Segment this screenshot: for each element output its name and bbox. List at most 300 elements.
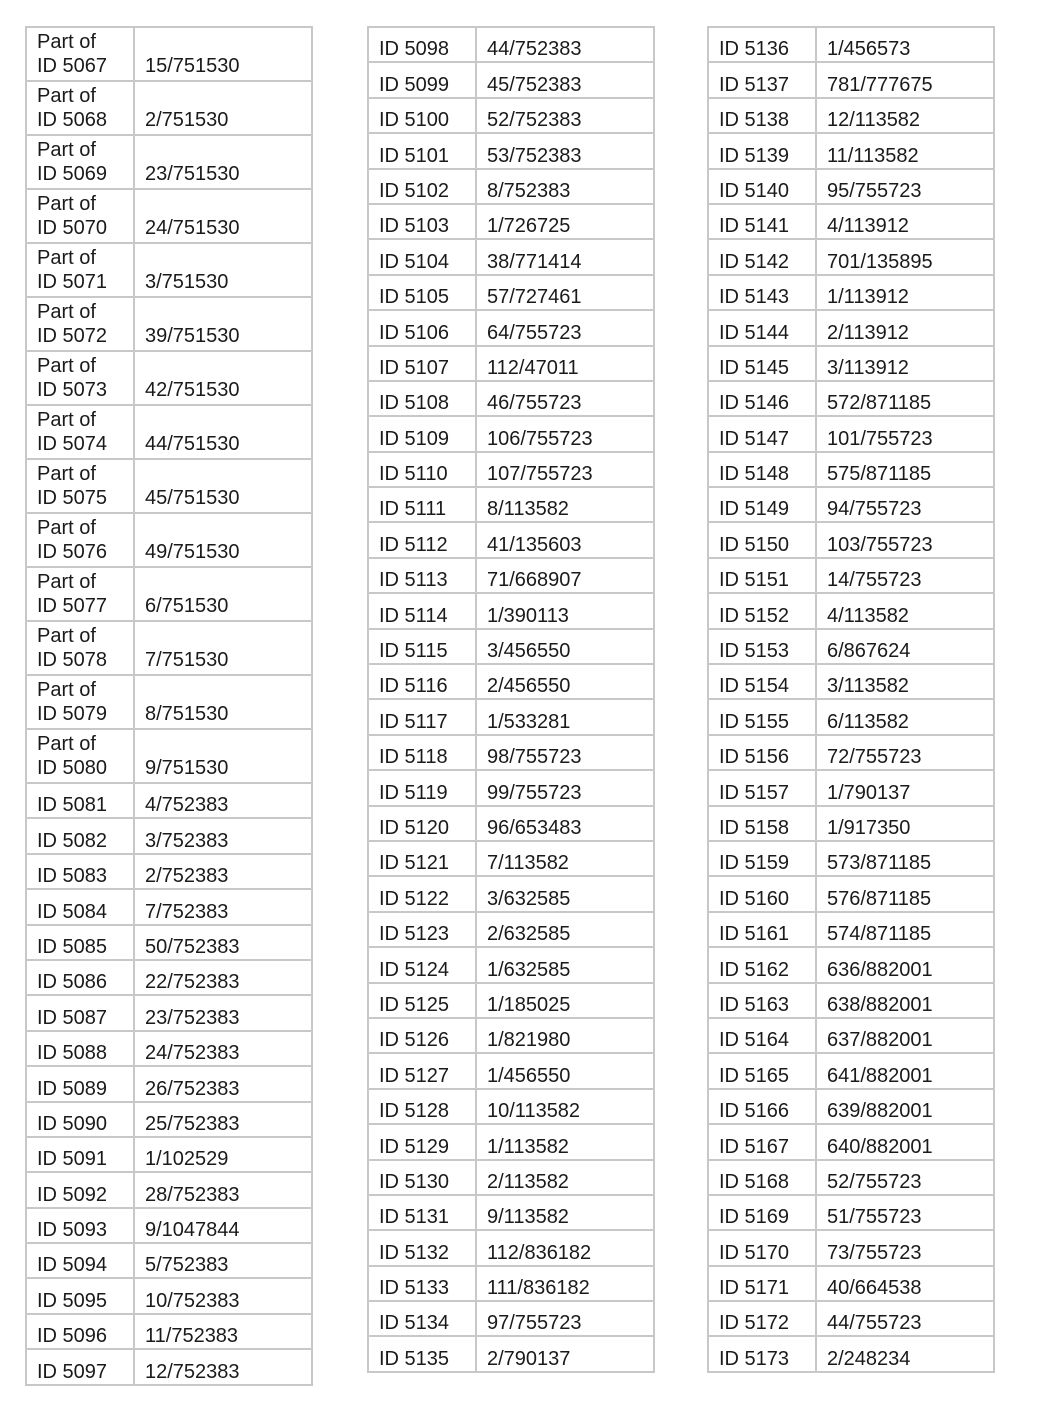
reference-cell: 638/882001 xyxy=(816,983,994,1018)
id-cell xyxy=(368,1266,476,1301)
reference-cell: 94/755723 xyxy=(816,487,994,522)
reference-cell: 40/664538 xyxy=(816,1266,994,1301)
id-cell xyxy=(708,699,816,734)
reference-cell: 8/113582 xyxy=(476,487,654,522)
id-label: Part of ID 5078 xyxy=(37,625,108,671)
table-row xyxy=(708,1053,994,1088)
table-row xyxy=(708,699,994,734)
reference-cell: 24/752383 xyxy=(134,1031,312,1066)
id-label: ID 5115 xyxy=(379,640,448,663)
id-cell xyxy=(368,735,476,770)
id-label: ID 5102 xyxy=(379,179,450,202)
table-row xyxy=(708,558,994,593)
id-label: ID 5159 xyxy=(719,852,790,875)
table-row xyxy=(368,593,654,628)
id-cell xyxy=(368,1018,476,1053)
reference-cell: 636/882001 xyxy=(816,947,994,982)
reference-cell: 95/755723 xyxy=(816,169,994,204)
reference-cell: 14/755723 xyxy=(816,558,994,593)
reference-cell: 575/871185 xyxy=(816,452,994,487)
reference-cell: 1/456573 xyxy=(816,27,994,62)
reference-cell: 4/113582 xyxy=(816,593,994,628)
id-cell xyxy=(708,98,816,133)
id-label: ID 5117 xyxy=(379,710,448,733)
id-label: ID 5149 xyxy=(719,498,790,521)
id-label: Part of ID 5072 xyxy=(37,301,108,347)
reference-cell: 42/751530 xyxy=(134,351,312,405)
reference-cell: 26/752383 xyxy=(134,1066,312,1101)
table-row xyxy=(708,1266,994,1301)
id-cell xyxy=(368,770,476,805)
table-row xyxy=(708,62,994,97)
table-row xyxy=(26,889,312,924)
id-cell xyxy=(708,487,816,522)
reference-cell: 3/113582 xyxy=(816,664,994,699)
id-table-body xyxy=(26,27,312,1385)
reference-cell: 22/752383 xyxy=(134,960,312,995)
reference-cell: 98/755723 xyxy=(476,735,654,770)
table-row xyxy=(708,381,994,416)
reference-cell: 2/248234 xyxy=(816,1336,994,1371)
id-label: ID 5143 xyxy=(719,286,790,309)
id-label: Part of ID 5071 xyxy=(37,247,108,293)
id-cell xyxy=(708,806,816,841)
table-row xyxy=(368,310,654,345)
table-row xyxy=(708,487,994,522)
id-cell xyxy=(708,1230,816,1265)
id-label: ID 5154 xyxy=(719,675,790,698)
id-label: ID 5166 xyxy=(719,1100,790,1123)
id-label: ID 5136 xyxy=(719,38,790,61)
id-label: ID 5162 xyxy=(719,958,790,981)
table-row xyxy=(26,729,312,783)
id-cell xyxy=(368,912,476,947)
table-row xyxy=(26,567,312,621)
table-row xyxy=(26,1137,312,1172)
table-row xyxy=(368,346,654,381)
table-row xyxy=(26,1066,312,1101)
reference-cell: 25/752383 xyxy=(134,1102,312,1137)
id-label: ID 5150 xyxy=(719,533,790,556)
table-row xyxy=(708,806,994,841)
reference-cell: 6/867624 xyxy=(816,629,994,664)
reference-cell: 7/751530 xyxy=(134,621,312,675)
id-cell xyxy=(368,1195,476,1230)
table-row xyxy=(368,133,654,168)
id-cell xyxy=(26,297,134,351)
reference-cell: 6/113582 xyxy=(816,699,994,734)
table-row xyxy=(26,1172,312,1207)
reference-cell: 8/751530 xyxy=(134,675,312,729)
table-row xyxy=(708,1301,994,1336)
reference-cell: 45/751530 xyxy=(134,459,312,513)
id-label: ID 5152 xyxy=(719,604,790,627)
id-cell xyxy=(708,381,816,416)
id-label: ID 5111 xyxy=(379,498,447,521)
reference-cell: 9/751530 xyxy=(134,729,312,783)
id-cell xyxy=(26,27,134,81)
table-row xyxy=(368,912,654,947)
reference-cell: 39/751530 xyxy=(134,297,312,351)
table-row xyxy=(708,1195,994,1230)
id-label: ID 5148 xyxy=(719,463,790,486)
id-cell xyxy=(368,1053,476,1088)
id-cell xyxy=(26,783,134,818)
table-row xyxy=(26,960,312,995)
id-label: ID 5129 xyxy=(379,1135,450,1158)
id-cell xyxy=(708,133,816,168)
reference-cell: 73/755723 xyxy=(816,1230,994,1265)
id-label: ID 5127 xyxy=(379,1064,450,1087)
id-cell xyxy=(708,1018,816,1053)
reference-cell: 99/755723 xyxy=(476,770,654,805)
table-row xyxy=(708,98,994,133)
id-label: ID 5172 xyxy=(719,1312,790,1335)
id-label: ID 5145 xyxy=(719,356,790,379)
id-label: Part of ID 5067 xyxy=(37,31,108,77)
id-cell xyxy=(368,664,476,699)
id-label: Part of ID 5080 xyxy=(37,733,108,779)
reference-cell: 71/668907 xyxy=(476,558,654,593)
id-table-body xyxy=(368,27,654,1372)
reference-cell: 111/836182 xyxy=(476,1266,654,1301)
id-table-body xyxy=(708,27,994,1372)
id-cell xyxy=(368,947,476,982)
reference-cell: 3/632585 xyxy=(476,876,654,911)
reference-cell: 6/751530 xyxy=(134,567,312,621)
table-row xyxy=(26,81,312,135)
table-row xyxy=(368,1124,654,1159)
reference-cell: 1/113582 xyxy=(476,1124,654,1159)
id-cell xyxy=(368,806,476,841)
id-label: ID 5147 xyxy=(719,427,790,450)
id-cell xyxy=(368,98,476,133)
id-cell xyxy=(708,62,816,97)
id-label: ID 5086 xyxy=(37,971,108,994)
table-row xyxy=(368,699,654,734)
id-cell xyxy=(708,239,816,274)
table-row xyxy=(26,1208,312,1243)
reference-cell: 103/755723 xyxy=(816,522,994,557)
table-row xyxy=(708,1160,994,1195)
table-row xyxy=(26,1314,312,1349)
id-label: ID 5157 xyxy=(719,781,790,804)
table-row xyxy=(26,783,312,818)
reference-cell: 41/135603 xyxy=(476,522,654,557)
table-row xyxy=(708,275,994,310)
reference-cell: 12/113582 xyxy=(816,98,994,133)
table-row xyxy=(368,629,654,664)
table-row xyxy=(708,27,994,62)
table-row xyxy=(26,351,312,405)
reference-cell: 7/752383 xyxy=(134,889,312,924)
table-row xyxy=(708,452,994,487)
table-row xyxy=(368,204,654,239)
id-cell xyxy=(26,995,134,1030)
table-row xyxy=(708,629,994,664)
table-row xyxy=(368,239,654,274)
reference-cell: 8/752383 xyxy=(476,169,654,204)
id-cell xyxy=(26,1278,134,1313)
table-row xyxy=(368,381,654,416)
id-cell xyxy=(708,169,816,204)
reference-cell: 2/752383 xyxy=(134,854,312,889)
table-row xyxy=(26,405,312,459)
id-cell xyxy=(26,1208,134,1243)
reference-cell: 2/113912 xyxy=(816,310,994,345)
table-row xyxy=(368,27,654,62)
reference-cell: 9/1047844 xyxy=(134,1208,312,1243)
table-row xyxy=(26,27,312,81)
reference-cell: 101/755723 xyxy=(816,416,994,451)
id-cell xyxy=(26,889,134,924)
id-cell xyxy=(26,854,134,889)
id-label: ID 5173 xyxy=(719,1347,790,1370)
reference-cell: 1/790137 xyxy=(816,770,994,805)
id-cell xyxy=(368,558,476,593)
id-label: ID 5116 xyxy=(379,675,448,698)
reference-cell: 3/751530 xyxy=(134,243,312,297)
id-label: ID 5112 xyxy=(379,533,448,556)
id-cell xyxy=(708,346,816,381)
table-row xyxy=(708,593,994,628)
reference-cell: 1/821980 xyxy=(476,1018,654,1053)
id-label: ID 5163 xyxy=(719,993,790,1016)
reference-cell: 5/752383 xyxy=(134,1243,312,1278)
id-label: ID 5126 xyxy=(379,1029,450,1052)
id-cell xyxy=(26,1031,134,1066)
id-cell xyxy=(708,558,816,593)
id-label: ID 5107 xyxy=(379,356,450,379)
id-label: ID 5135 xyxy=(379,1347,450,1370)
reference-cell: 64/755723 xyxy=(476,310,654,345)
id-label: ID 5139 xyxy=(719,144,790,167)
table-row xyxy=(26,1243,312,1278)
id-cell xyxy=(708,664,816,699)
id-cell xyxy=(708,593,816,628)
table-row xyxy=(708,735,994,770)
table-row xyxy=(708,770,994,805)
id-label: ID 5099 xyxy=(379,73,450,96)
id-cell xyxy=(368,204,476,239)
table-row xyxy=(26,1031,312,1066)
id-table-left xyxy=(25,26,313,1386)
id-cell xyxy=(26,818,134,853)
table-row xyxy=(368,1230,654,1265)
id-label: ID 5171 xyxy=(719,1277,790,1300)
id-label: Part of ID 5076 xyxy=(37,517,108,563)
id-label: ID 5165 xyxy=(719,1064,790,1087)
id-label: Part of ID 5077 xyxy=(37,571,108,617)
reference-cell: 576/871185 xyxy=(816,876,994,911)
id-cell xyxy=(708,735,816,770)
table-row xyxy=(708,1018,994,1053)
id-cell xyxy=(26,1314,134,1349)
id-label: ID 5132 xyxy=(379,1241,450,1264)
table-row xyxy=(368,876,654,911)
id-cell xyxy=(708,629,816,664)
id-label: ID 5091 xyxy=(37,1148,108,1171)
reference-cell: 50/752383 xyxy=(134,925,312,960)
reference-cell: 44/751530 xyxy=(134,405,312,459)
id-label: ID 5095 xyxy=(37,1289,108,1312)
table-row xyxy=(368,806,654,841)
id-label: ID 5130 xyxy=(379,1170,450,1193)
id-label: ID 5084 xyxy=(37,900,108,923)
id-cell xyxy=(368,452,476,487)
reference-cell: 52/755723 xyxy=(816,1160,994,1195)
id-cell xyxy=(368,1160,476,1195)
reference-cell: 97/755723 xyxy=(476,1301,654,1336)
id-cell xyxy=(26,351,134,405)
reference-cell: 49/751530 xyxy=(134,513,312,567)
reference-cell: 45/752383 xyxy=(476,62,654,97)
id-label: ID 5119 xyxy=(379,781,448,804)
reference-cell: 572/871185 xyxy=(816,381,994,416)
reference-cell: 10/113582 xyxy=(476,1089,654,1124)
id-label: ID 5104 xyxy=(379,250,450,273)
id-label: ID 5121 xyxy=(379,852,450,875)
table-row xyxy=(708,841,994,876)
id-cell xyxy=(368,522,476,557)
reference-cell: 640/882001 xyxy=(816,1124,994,1159)
id-label: ID 5144 xyxy=(719,321,790,344)
reference-cell: 1/102529 xyxy=(134,1137,312,1172)
reference-cell: 46/755723 xyxy=(476,381,654,416)
id-label: Part of ID 5068 xyxy=(37,85,108,131)
id-cell xyxy=(708,912,816,947)
id-cell xyxy=(26,1137,134,1172)
table-row xyxy=(368,841,654,876)
id-label: ID 5170 xyxy=(719,1241,790,1264)
id-cell xyxy=(708,1195,816,1230)
reference-cell: 4/113912 xyxy=(816,204,994,239)
id-cell xyxy=(26,729,134,783)
id-table-middle xyxy=(367,26,655,1373)
reference-cell: 1/185025 xyxy=(476,983,654,1018)
id-cell xyxy=(708,522,816,557)
id-cell xyxy=(708,1336,816,1371)
id-label: ID 5103 xyxy=(379,215,450,238)
id-cell xyxy=(708,275,816,310)
reference-cell: 44/755723 xyxy=(816,1301,994,1336)
reference-cell: 2/113582 xyxy=(476,1160,654,1195)
id-cell xyxy=(708,1053,816,1088)
table-row xyxy=(708,204,994,239)
id-label: ID 5137 xyxy=(719,73,790,96)
id-label: Part of ID 5079 xyxy=(37,679,108,725)
reference-cell: 72/755723 xyxy=(816,735,994,770)
reference-cell: 2/790137 xyxy=(476,1336,654,1371)
id-label: ID 5090 xyxy=(37,1112,108,1135)
id-label: ID 5124 xyxy=(379,958,450,981)
table-row xyxy=(368,1266,654,1301)
id-table-right xyxy=(707,26,995,1373)
table-row xyxy=(708,912,994,947)
reference-cell: 15/751530 xyxy=(134,27,312,81)
table-row xyxy=(708,1230,994,1265)
reference-cell: 10/752383 xyxy=(134,1278,312,1313)
table-row xyxy=(368,735,654,770)
reference-cell: 637/882001 xyxy=(816,1018,994,1053)
id-label: ID 5133 xyxy=(379,1277,450,1300)
table-row xyxy=(26,1349,312,1384)
id-label: ID 5083 xyxy=(37,865,108,888)
id-cell xyxy=(26,243,134,297)
table-row xyxy=(708,947,994,982)
reference-cell: 7/113582 xyxy=(476,841,654,876)
id-label: ID 5146 xyxy=(719,392,790,415)
id-label: ID 5153 xyxy=(719,640,790,663)
table-row xyxy=(708,169,994,204)
id-label: ID 5113 xyxy=(379,569,448,592)
table-row xyxy=(26,513,312,567)
reference-cell: 24/751530 xyxy=(134,189,312,243)
id-label: ID 5100 xyxy=(379,109,450,132)
id-cell xyxy=(368,593,476,628)
id-cell xyxy=(26,621,134,675)
table-row xyxy=(368,452,654,487)
id-cell xyxy=(26,567,134,621)
id-cell xyxy=(708,1160,816,1195)
reference-cell: 574/871185 xyxy=(816,912,994,947)
reference-cell: 3/456550 xyxy=(476,629,654,664)
id-label: ID 5138 xyxy=(719,109,790,132)
id-label: ID 5168 xyxy=(719,1170,790,1193)
id-cell xyxy=(708,27,816,62)
id-cell xyxy=(26,960,134,995)
reference-cell: 107/755723 xyxy=(476,452,654,487)
id-label: Part of ID 5075 xyxy=(37,463,108,509)
table-row xyxy=(708,1089,994,1124)
table-row xyxy=(26,675,312,729)
id-cell xyxy=(368,983,476,1018)
id-label: ID 5128 xyxy=(379,1100,450,1123)
table-row xyxy=(708,1336,994,1371)
id-label: ID 5141 xyxy=(719,215,790,238)
id-cell xyxy=(708,983,816,1018)
id-cell xyxy=(368,346,476,381)
table-row xyxy=(708,239,994,274)
id-label: ID 5134 xyxy=(379,1312,450,1335)
id-cell xyxy=(368,239,476,274)
id-label: ID 5156 xyxy=(719,746,790,769)
table-row xyxy=(708,310,994,345)
reference-cell: 112/47011 xyxy=(476,346,654,381)
id-label: Part of ID 5074 xyxy=(37,409,108,455)
table-row xyxy=(708,522,994,557)
reference-cell: 701/135895 xyxy=(816,239,994,274)
reference-cell: 12/752383 xyxy=(134,1349,312,1384)
reference-cell: 44/752383 xyxy=(476,27,654,62)
reference-cell: 57/727461 xyxy=(476,275,654,310)
reference-cell: 4/752383 xyxy=(134,783,312,818)
reference-cell: 1/113912 xyxy=(816,275,994,310)
table-row xyxy=(368,487,654,522)
id-label: ID 5097 xyxy=(37,1360,108,1383)
id-label: ID 5114 xyxy=(379,604,448,627)
id-label: ID 5096 xyxy=(37,1325,108,1348)
id-cell xyxy=(368,62,476,97)
reference-cell: 51/755723 xyxy=(816,1195,994,1230)
id-cell xyxy=(26,513,134,567)
table-row xyxy=(368,522,654,557)
table-row xyxy=(26,135,312,189)
table-row xyxy=(368,1160,654,1195)
table-row xyxy=(26,1102,312,1137)
reference-cell: 3/752383 xyxy=(134,818,312,853)
reference-cell: 2/632585 xyxy=(476,912,654,947)
